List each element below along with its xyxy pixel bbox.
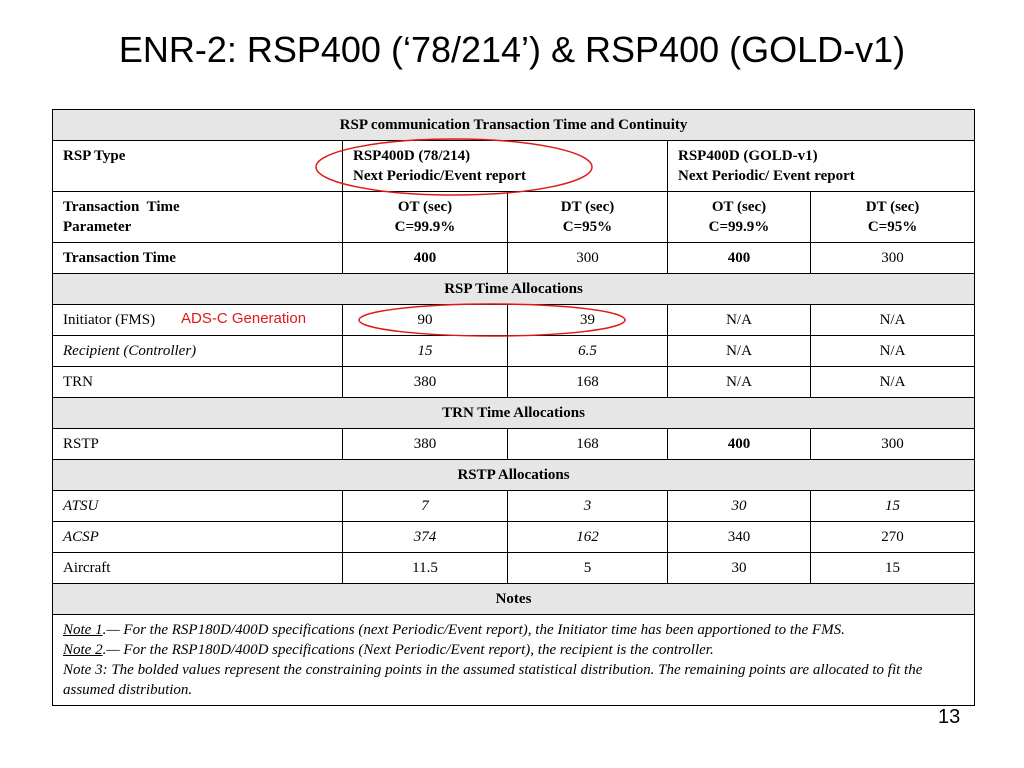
row-label: ACSP (53, 522, 343, 553)
cell: 380 (343, 429, 508, 460)
cell: 7 (343, 491, 508, 522)
col-dt-a-l2: C=95% (562, 219, 613, 235)
note-3: Note 3: The bolded values represent the constraining points in the assumed statistical distribution. The remaining points are allocated to fit the assumed distribution. (63, 662, 923, 698)
row-label: Recipient (Controller) (53, 336, 343, 367)
col-dt-b-l2: C=95% (867, 219, 918, 235)
rsp-type-row (53, 141, 975, 192)
slide-title: ENR-2: RSP400 (‘78/214’) & RSP400 (GOLD-v1) (118, 29, 906, 70)
col-ot-a (343, 192, 508, 243)
table-row (53, 491, 975, 522)
col-ot-b-l1: OT (sec) (711, 199, 767, 215)
col-dt-a-l1: DT (sec) (560, 199, 615, 215)
row-label: Aircraft (53, 553, 343, 584)
cell: 15 (811, 553, 975, 584)
rsp-type-label: RSP Type (53, 141, 343, 192)
cell: 3 (508, 491, 668, 522)
col-ot-a-l2: C=99.9% (394, 219, 456, 235)
cell: 400 (668, 429, 811, 460)
rsp-b-line1: RSP400D (GOLD-v1) (678, 148, 818, 164)
rsp-a-cell (343, 141, 668, 192)
ads-c-generation-annotation: ADS-C Generation (181, 310, 307, 327)
cell: N/A (668, 336, 811, 367)
cell: N/A (811, 367, 975, 398)
cell: 400 (343, 243, 508, 274)
param-row (53, 192, 975, 243)
col-ot-b-l2: C=99.9% (708, 219, 770, 235)
row-label: TRN (53, 367, 343, 398)
cell: 300 (508, 243, 668, 274)
note-1-label: Note 1 (63, 622, 103, 638)
section-row (53, 274, 975, 305)
note-1-text: .— For the RSP180D/400D specifications (next Periodic/Event report), the Initiator time has been apportioned to the FMS. (102, 622, 845, 638)
cell: 90 (343, 305, 508, 336)
param-label-line2: Parameter (63, 219, 132, 235)
cell: 300 (811, 429, 975, 460)
col-ot-a-l1: OT (sec) (397, 199, 453, 215)
section-row (53, 584, 975, 615)
table-header: RSP communication Transaction Time and Continuity (53, 110, 975, 141)
cell: 300 (811, 243, 975, 274)
cell: 15 (343, 336, 508, 367)
note-2-text: .— For the RSP180D/400D specifications (Next Periodic/Event report), the recipient is the controller. (102, 642, 714, 658)
rsp-b-cell (668, 141, 975, 192)
param-label (53, 192, 343, 243)
table-row (53, 305, 975, 336)
cell: 6.5 (508, 336, 668, 367)
cell: 340 (668, 522, 811, 553)
cell: N/A (811, 336, 975, 367)
cell: N/A (668, 367, 811, 398)
section-rsp-allocations: RSP Time Allocations (53, 274, 975, 305)
section-trn-allocations: TRN Time Allocations (53, 398, 975, 429)
note-2-label: Note 2 (63, 642, 103, 658)
cell: 270 (811, 522, 975, 553)
row-label: ATSU (53, 491, 343, 522)
cell: N/A (668, 305, 811, 336)
rsp-a-line1: RSP400D (78/214) (353, 148, 471, 164)
section-notes: Notes (53, 584, 975, 615)
cell: 30 (668, 491, 811, 522)
table-row (53, 367, 975, 398)
notes-row (53, 615, 975, 706)
note-1 (63, 620, 964, 640)
col-ot-b (668, 192, 811, 243)
cell: 400 (668, 243, 811, 274)
notes-cell (53, 615, 975, 706)
rsp-a-line2: Next Periodic/Event report (353, 168, 527, 184)
note-2 (63, 640, 964, 660)
cell: 11.5 (343, 553, 508, 584)
cell: 374 (343, 522, 508, 553)
cell: 168 (508, 429, 668, 460)
col-dt-b (811, 192, 975, 243)
row-label: Transaction Time (53, 243, 343, 274)
cell: 39 (508, 305, 668, 336)
section-row (53, 398, 975, 429)
rsp-b-line2: Next Periodic/ Event report (678, 168, 855, 184)
cell: 380 (343, 367, 508, 398)
col-dt-a (508, 192, 668, 243)
rsp-table (52, 109, 975, 706)
param-label-line1: Transaction Time (63, 199, 180, 215)
page-number: 13 (938, 706, 961, 728)
table-header-row (53, 110, 975, 141)
table-row (53, 429, 975, 460)
cell: 15 (811, 491, 975, 522)
cell: 30 (668, 553, 811, 584)
table-row (53, 243, 975, 274)
section-rstp-allocations: RSTP Allocations (53, 460, 975, 491)
col-dt-b-l1: DT (sec) (865, 199, 920, 215)
table-row (53, 553, 975, 584)
table-row (53, 522, 975, 553)
table-row (53, 336, 975, 367)
cell: N/A (811, 305, 975, 336)
section-row (53, 460, 975, 491)
cell: 162 (508, 522, 668, 553)
cell: 168 (508, 367, 668, 398)
row-label: RSTP (53, 429, 343, 460)
cell: 5 (508, 553, 668, 584)
row-label: Initiator (FMS) (53, 305, 343, 336)
